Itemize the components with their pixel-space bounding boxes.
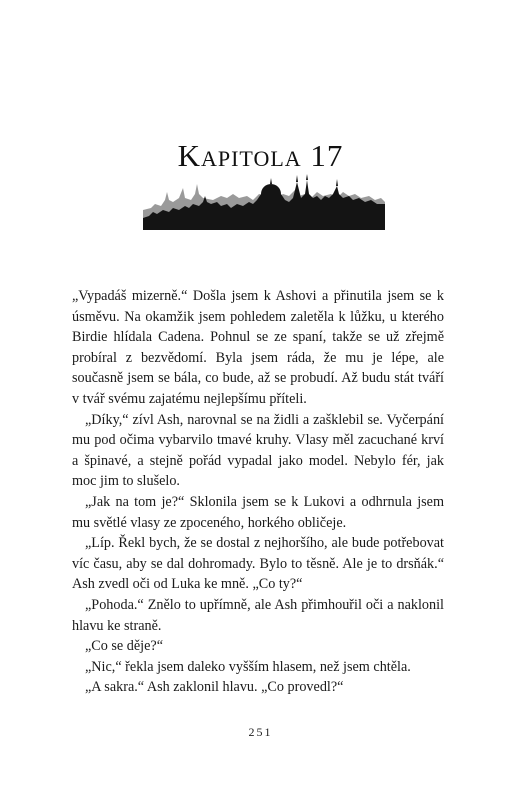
paragraph: „Díky,“ zívl Ash, narovnal se na židli a zašklebil se. Vyčerpání mu pod očima vybarvilo tmavé kruhy. Vlasy měl zacuchané krví a špinavé, a stejně pořád vypadal jako model. Nebylo fér, jak moc jim to slušelo. (72, 411, 444, 490)
paragraph: „A sakra.“ Ash zaklonil hlavu. „Co provedl?“ (85, 679, 344, 696)
paragraph: „Nic,“ řekla jsem daleko vyšším hlasem, než jsem chtěla. (85, 658, 411, 675)
paragraph: „Co se děje?“ (85, 638, 163, 655)
city-skyline-illustration (143, 174, 385, 230)
paragraph: „Vypadáš mizerně.“ Došla jsem k Ashovi a přinutila jsem se k úsměvu. Na okamžik jsem pohledem zaletěla k lůžku, u kterého Birdie hlídala Cadena. Pohnul se ze spaní, takže se už zřejmě probíral z bezvědomí. Byla jsem ráda, že mu je lépe, ale současně jsem se bála, co bude, až se probudí. Až budu stát tváří v tvář svému zajatému nejlepšímu příteli. (72, 288, 444, 407)
paragraph: „Líp. Řekl bych, že se dostal z nejhoršího, ale bude potřebovat víc času, aby se dal dohromady. Bylo to těsně. Ale je to drsňák.“ Ash zvedl oči od Luka ke mně. „Co ty?“ (72, 535, 444, 593)
paragraph: „Jak na tom je?“ Sklonila jsem se k Lukovi a odhrnula jsem mu světlé vlasy ze zpoceného, horkého obličeje. (72, 493, 444, 531)
paragraph: „Pohoda.“ Znělo to upřímně, ale Ash přimhouřil oči a naklonil hlavu ke straně. (72, 596, 444, 634)
body-text (72, 286, 444, 698)
chapter-title: Kapitola 17 (177, 138, 344, 173)
page-number: 251 (248, 725, 273, 739)
